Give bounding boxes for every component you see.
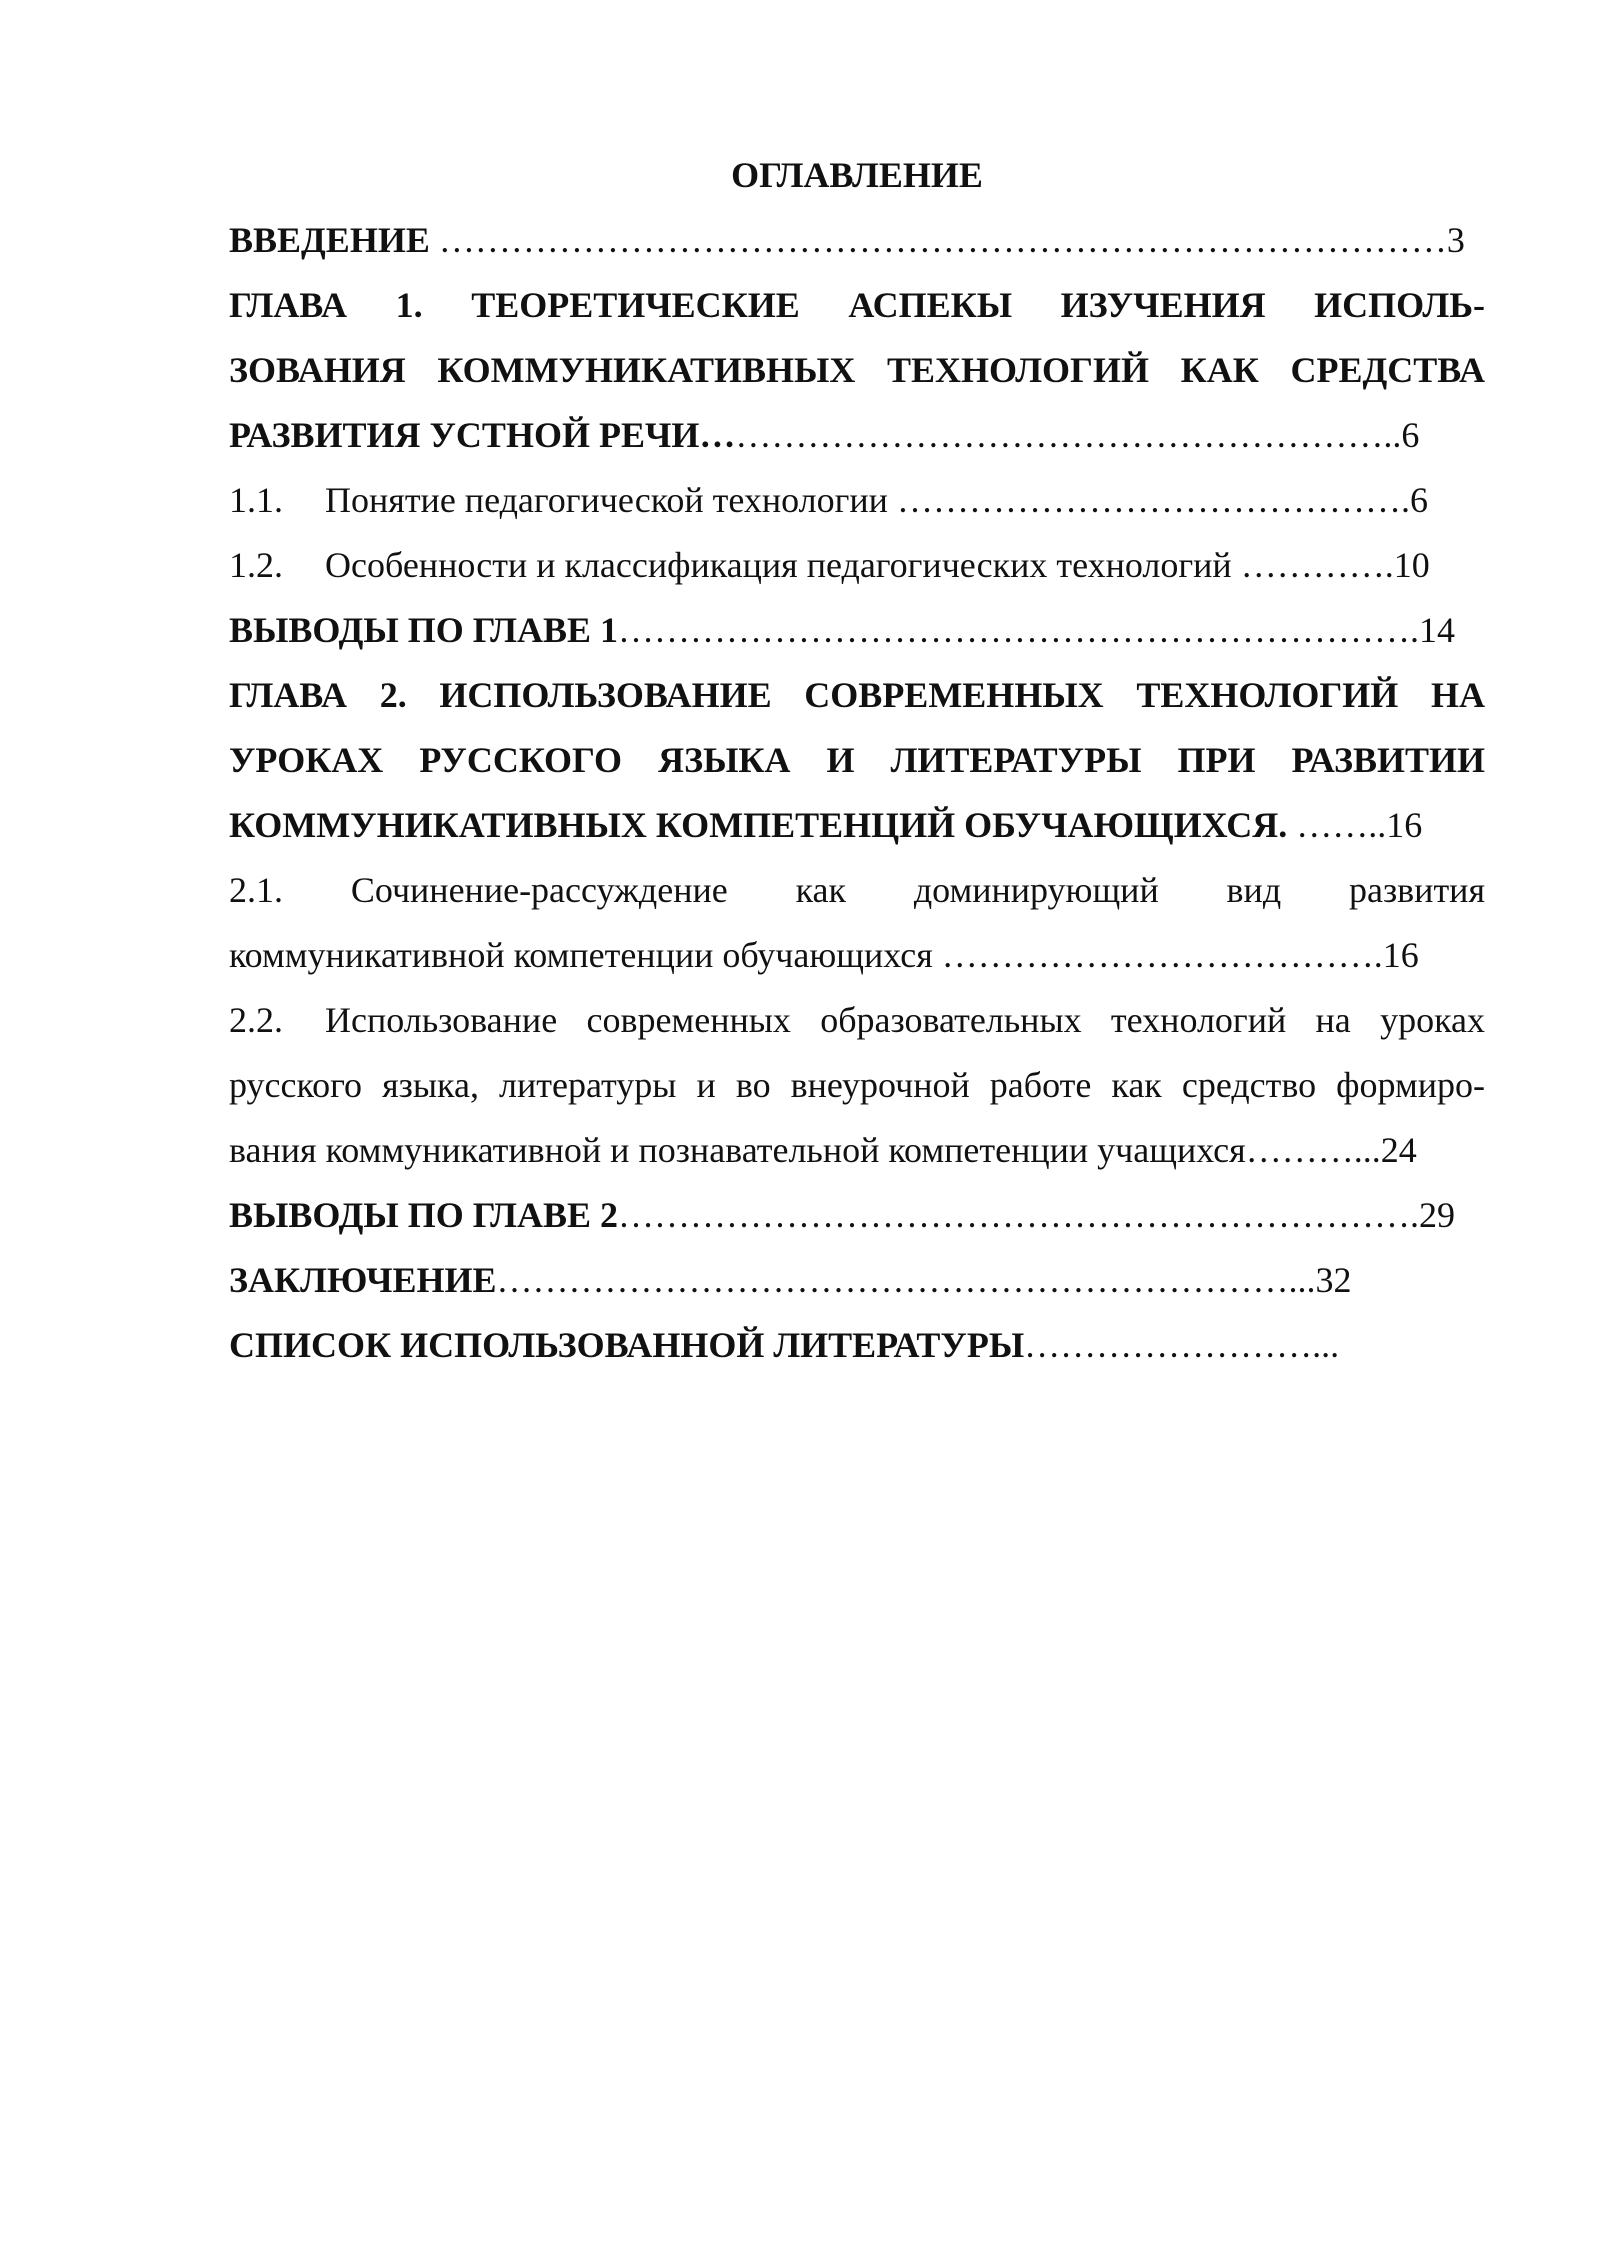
toc-entry-conclusion[interactable] — [229, 1248, 1485, 1313]
toc-entry-text: коммуникативной компетенции обучающихся — [229, 935, 933, 975]
toc-entry-number: 1.1. — [229, 480, 283, 520]
toc-entry-introduction[interactable] — [229, 208, 1485, 273]
toc-entry-section-1-1[interactable] — [229, 468, 1485, 533]
toc-entry-text: ГЛАВА 1. ТЕОРЕТИЧЕСКИЕ АСПЕКЫ ИЗУЧЕНИЯ ИСПОЛЬ- — [229, 285, 1485, 325]
toc-entry-number: 1.2. — [229, 545, 283, 585]
toc-entry-text: ВЫВОДЫ ПО ГЛАВЕ 1 — [229, 610, 619, 650]
toc-entry-leader: …………………………………………………………………………3 — [429, 220, 1465, 260]
toc-entry-section-2-2-line-1[interactable] — [229, 988, 1485, 1053]
toc-entry-section-2-2-line-3[interactable] — [229, 1118, 1485, 1183]
toc-entry-text: УРОКАХ РУССКОГО ЯЗЫКА И ЛИТЕРАТУРЫ ПРИ РАЗВИТИИ — [229, 740, 1485, 780]
toc-entry-conclusions-chapter-2[interactable] — [229, 1183, 1485, 1248]
toc-entry-section-1-2[interactable] — [229, 533, 1485, 598]
toc-entry-text: СПИСОК ИСПОЛЬЗОВАННОЙ ЛИТЕРАТУРЫ — [229, 1325, 1025, 1365]
toc-entry-text: Особенности и классификация педагогических технологий — [325, 545, 1232, 585]
toc-entry-text: ВЫВОДЫ ПО ГЛАВЕ 2 — [229, 1195, 619, 1235]
toc-entry-number: 2.1. — [229, 870, 283, 910]
toc-entry-leader: ………………………………………………..6 — [735, 415, 1420, 455]
toc-entry-leader: ……………………... — [1024, 1325, 1340, 1365]
toc-entry-leader: ………………………………………………………….14 — [618, 610, 1456, 650]
toc-entry-section-2-1-line-2[interactable] — [229, 923, 1485, 988]
toc-entry-chapter-2-line-3[interactable] — [229, 793, 1485, 858]
toc-entry-chapter-1-line-1[interactable] — [229, 273, 1485, 338]
toc-entry-chapter-1-line-2[interactable] — [229, 338, 1485, 403]
toc-entry-leader: ………………………………………………………….29 — [618, 1195, 1456, 1235]
toc-entry-chapter-2-line-2[interactable] — [229, 728, 1485, 793]
toc-entry-leader: ………….10 — [1231, 545, 1430, 585]
toc-entry-text: Понятие педагогической технологии — [325, 480, 888, 520]
table-of-contents — [229, 142, 1485, 1378]
toc-entry-leader: …………………………………………………………...32 — [496, 1260, 1352, 1300]
toc-entry-text: КОММУНИКАТИВНЫХ КОМПЕТЕНЦИЙ ОБУЧАЮЩИХСЯ. — [229, 805, 1288, 845]
toc-entry-text: ЗОВАНИЯ КОММУНИКАТИВНЫХ ТЕХНОЛОГИЙ КАК СРЕДСТВА — [229, 350, 1485, 390]
toc-entry-leader: …………………………………….6 — [887, 480, 1428, 520]
toc-title: ОГЛАВЛЕНИЕ — [731, 155, 983, 195]
toc-entry-references[interactable] — [229, 1313, 1485, 1378]
toc-entry-leader: ……………………………….16 — [932, 935, 1419, 975]
toc-entry-text: ГЛАВА 2. ИСПОЛЬЗОВАНИЕ СОВРЕМЕННЫХ ТЕХНОЛОГИЙ НА — [229, 675, 1485, 715]
toc-entry-text: Сочинение-рассуждение как доминирующий вид развития — [350, 870, 1485, 910]
toc-entry-text: Использование современных образовательных технологий на уроках — [325, 1000, 1485, 1040]
toc-entry-text: ЗАКЛЮЧЕНИЕ — [229, 1260, 497, 1300]
toc-entry-number: 2.2. — [229, 1000, 283, 1040]
toc-entry-leader: ………...24 — [1245, 1130, 1417, 1170]
toc-entry-text: РАЗВИТИЯ УСТНОЙ РЕЧИ… — [229, 415, 736, 455]
toc-entry-section-2-2-line-2[interactable] — [229, 1053, 1485, 1118]
toc-entry-section-2-1-line-1[interactable] — [229, 858, 1485, 923]
toc-entry-text: русского языка, литературы и во внеурочной работе как средство формиро- — [229, 1065, 1485, 1105]
toc-entry-chapter-1-line-3[interactable] — [229, 403, 1485, 468]
toc-entry-text: вания коммуникативной и познавательной компетенции учащихся — [229, 1130, 1246, 1170]
toc-entry-text: ВВЕДЕНИЕ — [229, 220, 430, 260]
toc-entry-leader: ……..16 — [1287, 805, 1423, 845]
toc-entry-conclusions-chapter-1[interactable] — [229, 598, 1485, 663]
toc-entry-chapter-2-line-1[interactable] — [229, 663, 1485, 728]
